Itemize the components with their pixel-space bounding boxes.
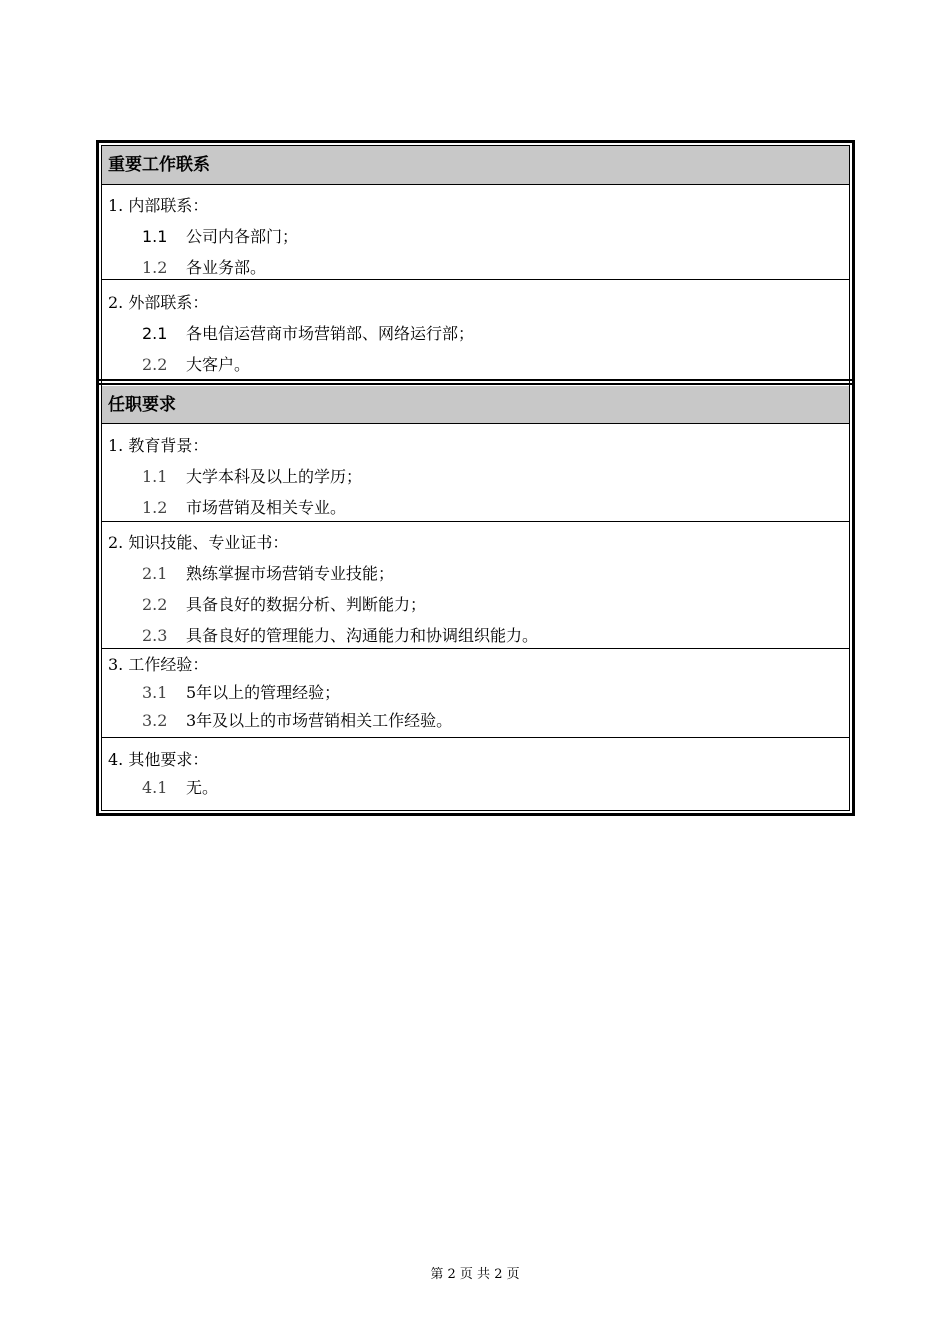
divider xyxy=(102,521,849,522)
item-text: 大客户。 xyxy=(186,355,251,374)
item-text: 熟练掌握市场营销专业技能； xyxy=(186,564,395,583)
item-text: 市场营销及相关专业。 xyxy=(186,498,347,517)
list-item xyxy=(142,227,298,247)
item-text: 公司内各部门； xyxy=(186,227,299,246)
item-text: 无。 xyxy=(186,778,219,797)
item-text: 各业务部。 xyxy=(186,258,267,277)
item-number: 1.1 xyxy=(142,467,168,486)
list-item xyxy=(142,498,346,518)
item-text: 5年以上的管理经验； xyxy=(186,683,341,702)
section-double-rule xyxy=(98,379,853,381)
group-heading-experience: 3. 工作经验： xyxy=(108,655,209,674)
item-number: 3.1 xyxy=(142,683,168,702)
list-item xyxy=(142,355,250,375)
item-text: 具备良好的数据分析、判断能力； xyxy=(186,595,427,614)
group-heading-education: 1. 教育背景： xyxy=(108,436,209,455)
list-item xyxy=(142,626,538,646)
list-item xyxy=(142,595,426,615)
divider xyxy=(102,279,849,280)
item-number: 2.1 xyxy=(142,324,168,343)
divider xyxy=(102,648,849,649)
item-number: 4.1 xyxy=(142,778,168,797)
item-number: 1.2 xyxy=(142,258,168,277)
divider xyxy=(102,737,849,738)
list-item xyxy=(142,778,218,798)
item-number: 1.2 xyxy=(142,498,168,517)
item-number: 1.1 xyxy=(142,227,168,246)
list-item xyxy=(142,683,340,703)
section-double-rule xyxy=(98,383,853,385)
page-footer: 第 2 页 共 2 页 xyxy=(430,1267,520,1282)
list-item xyxy=(142,467,362,487)
group-heading-internal: 1. 内部联系： xyxy=(108,196,209,215)
item-text: 大学本科及以上的学历； xyxy=(186,467,363,486)
list-item xyxy=(142,258,266,278)
list-item xyxy=(142,711,452,731)
divider xyxy=(102,423,849,424)
section-header-requirements: 任职要求 xyxy=(102,386,849,424)
item-number: 2.3 xyxy=(142,626,168,645)
list-item xyxy=(142,324,474,344)
list-item xyxy=(142,564,394,584)
divider xyxy=(102,184,849,185)
item-text: 具备良好的管理能力、沟通能力和协调组织能力。 xyxy=(186,626,539,645)
group-heading-external: 2. 外部联系： xyxy=(108,293,209,312)
item-text: 各电信运营商市场营销部、网络运行部； xyxy=(186,324,475,343)
group-heading-other: 4. 其他要求： xyxy=(108,750,209,769)
item-text: 3年及以上的市场营销相关工作经验。 xyxy=(186,711,453,730)
section-header-work-relations: 重要工作联系 xyxy=(102,146,849,184)
item-number: 2.2 xyxy=(142,595,168,614)
group-heading-skills: 2. 知识技能、专业证书： xyxy=(108,533,289,552)
item-number: 2.2 xyxy=(142,355,168,374)
item-number: 2.1 xyxy=(142,564,168,583)
item-number: 3.2 xyxy=(142,711,168,730)
